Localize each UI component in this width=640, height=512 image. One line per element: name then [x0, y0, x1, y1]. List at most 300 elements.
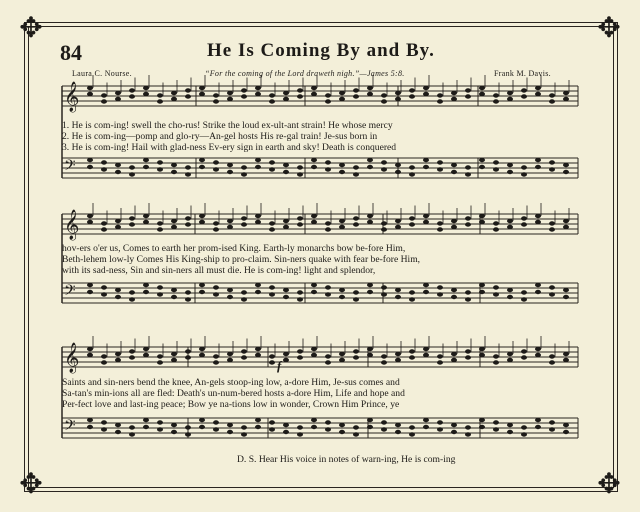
note: [479, 165, 485, 169]
note: [87, 290, 93, 294]
scripture-reference: “For the coming of the Lord draweth nigh.”—James 5:8.: [205, 69, 405, 78]
note: [451, 97, 457, 101]
note: [437, 99, 443, 103]
note: [535, 347, 541, 351]
note: [339, 423, 345, 427]
lyrics-system-3: [62, 377, 574, 410]
note: [157, 167, 163, 171]
note: [241, 172, 247, 176]
note: [339, 163, 345, 167]
note: [381, 93, 387, 97]
note: [423, 214, 429, 218]
note: [283, 163, 289, 167]
note: [521, 349, 527, 353]
note: [479, 425, 485, 429]
note: [423, 353, 429, 357]
note: [199, 92, 205, 96]
note: [311, 347, 317, 351]
note: [171, 430, 177, 434]
note: [353, 297, 359, 301]
note: [437, 420, 443, 424]
note: [115, 423, 121, 427]
note: [157, 99, 163, 103]
note: [157, 160, 163, 164]
note: [311, 353, 317, 357]
note: [129, 172, 135, 176]
note: [465, 222, 471, 226]
note: [465, 297, 471, 301]
note: [157, 221, 163, 225]
note: [563, 358, 569, 362]
note: [269, 99, 275, 103]
note: [367, 283, 373, 287]
note: [549, 285, 555, 289]
note: [241, 355, 247, 359]
note: [535, 165, 541, 169]
note: [171, 295, 177, 299]
note: [521, 94, 527, 98]
note: [325, 160, 331, 164]
note: [255, 165, 261, 169]
note: [353, 222, 359, 226]
note: [451, 423, 457, 427]
note: [549, 420, 555, 424]
note: [409, 297, 415, 301]
note: [269, 160, 275, 164]
note: [129, 349, 135, 353]
note: [507, 170, 513, 174]
note: [451, 288, 457, 292]
note: [87, 92, 93, 96]
note: [339, 91, 345, 95]
note: [563, 423, 569, 427]
note: [507, 295, 513, 299]
note: [521, 172, 527, 176]
note: [311, 283, 317, 287]
note: [241, 297, 247, 301]
note: [283, 358, 289, 362]
note: [465, 290, 471, 294]
note: [563, 219, 569, 223]
note: [423, 290, 429, 294]
note: [171, 170, 177, 174]
note: [339, 352, 345, 356]
note: [283, 430, 289, 434]
note: [451, 91, 457, 95]
note: [283, 170, 289, 174]
verse-line: Per-fect love and last-ing peace; Bow ye na-tions low in wonder, Crown Him Prince, ye: [62, 399, 400, 410]
note: [297, 165, 303, 169]
note: [129, 290, 135, 294]
note: [423, 347, 429, 351]
note: [521, 355, 527, 359]
verse-line: 3. He is com-ing! Hail with glad-ness Ev-ery sign in earth and sky! Death is conquered: [62, 142, 397, 153]
note: [325, 427, 331, 431]
note: [353, 425, 359, 429]
note: [521, 222, 527, 226]
note: [87, 283, 93, 287]
note: [185, 425, 191, 429]
note: [227, 219, 233, 223]
note: [227, 91, 233, 95]
note: [437, 427, 443, 431]
note: [199, 283, 205, 287]
note: [101, 99, 107, 103]
verse-line: Beth-lehem low-ly Comes His King-ship to pro-claim. Sin-ners quake with fear be-fore Him,: [62, 254, 421, 265]
ornament-bottom-left-icon: ✥: [19, 469, 43, 500]
note: [199, 353, 205, 357]
note: [129, 165, 135, 169]
note: [269, 227, 275, 231]
note: [479, 220, 485, 224]
note: [521, 216, 527, 220]
note: [255, 290, 261, 294]
note: [101, 427, 107, 431]
note: [213, 99, 219, 103]
note: [213, 427, 219, 431]
note: [437, 292, 443, 296]
note: [87, 165, 93, 169]
note: [465, 355, 471, 359]
note: [451, 295, 457, 299]
note: [381, 420, 387, 424]
note: [339, 295, 345, 299]
note: [241, 290, 247, 294]
note: [339, 358, 345, 362]
note: [409, 349, 415, 353]
note: [311, 418, 317, 422]
note: [115, 219, 121, 223]
note: [353, 432, 359, 436]
note: [87, 86, 93, 90]
note: [549, 167, 555, 171]
note: [227, 170, 233, 174]
note: [227, 295, 233, 299]
note: [227, 163, 233, 167]
note: [549, 360, 555, 364]
note: [157, 360, 163, 364]
note: [185, 349, 191, 353]
note: [507, 97, 513, 101]
note: [325, 99, 331, 103]
note: [339, 97, 345, 101]
note: [507, 430, 513, 434]
note: [311, 425, 317, 429]
note: [87, 425, 93, 429]
note: [549, 227, 555, 231]
note: [451, 219, 457, 223]
note: [367, 165, 373, 169]
note: [227, 358, 233, 362]
note: [549, 427, 555, 431]
note: [227, 423, 233, 427]
note: [115, 352, 121, 356]
note: [465, 349, 471, 353]
note: [563, 430, 569, 434]
note: [325, 420, 331, 424]
note: [171, 358, 177, 362]
note: [115, 430, 121, 434]
note: [367, 353, 373, 357]
composer-credit: Frank M. Davis.: [494, 69, 551, 78]
note: [129, 432, 135, 436]
note: [255, 353, 261, 357]
ornament-top-left-icon: ✥: [19, 13, 43, 44]
note: [493, 292, 499, 296]
note: [269, 221, 275, 225]
note: [437, 93, 443, 97]
note: [395, 97, 401, 101]
note: [563, 163, 569, 167]
note: [465, 216, 471, 220]
note: [465, 172, 471, 176]
note: [227, 352, 233, 356]
note: [185, 165, 191, 169]
note: [297, 297, 303, 301]
note: [381, 292, 387, 296]
note: [535, 283, 541, 287]
note: [535, 425, 541, 429]
note: [437, 285, 443, 289]
note: [367, 425, 373, 429]
note: [381, 167, 387, 171]
note: [143, 86, 149, 90]
note: [409, 290, 415, 294]
note: [213, 420, 219, 424]
note: [269, 427, 275, 431]
note: [283, 423, 289, 427]
note: [451, 352, 457, 356]
note: [507, 91, 513, 95]
note: [325, 292, 331, 296]
note: [115, 358, 121, 362]
ornament-bottom-right-icon: ✥: [597, 469, 621, 500]
note: [493, 285, 499, 289]
note: [395, 288, 401, 292]
note: [297, 349, 303, 353]
note: [241, 94, 247, 98]
note: [171, 163, 177, 167]
note: [241, 88, 247, 92]
note: [381, 427, 387, 431]
note: [479, 283, 485, 287]
dal-segno-line: D. S. Hear His voice in notes of warn-ing, He is com-ing: [237, 454, 456, 465]
note: [325, 227, 331, 231]
note: [87, 214, 93, 218]
note: [269, 167, 275, 171]
note: [241, 425, 247, 429]
note: [563, 225, 569, 229]
note: [241, 216, 247, 220]
note: [297, 88, 303, 92]
ornament-top-right-icon: ✥: [597, 13, 621, 44]
note: [269, 93, 275, 97]
note: [129, 425, 135, 429]
note: [325, 93, 331, 97]
note: [465, 425, 471, 429]
verse-line: 1. He is com-ing! swell the cho-rus! Strike the loud ex-ult-ant strain! He whose mercy: [62, 120, 393, 131]
note: [199, 425, 205, 429]
note: [255, 158, 261, 162]
note: [269, 360, 275, 364]
note: [185, 172, 191, 176]
note: [493, 160, 499, 164]
note: [157, 93, 163, 97]
note: [185, 94, 191, 98]
note: [269, 292, 275, 296]
note: [409, 355, 415, 359]
note: [87, 353, 93, 357]
note: [437, 360, 443, 364]
note: [143, 92, 149, 96]
verse-line: hov-ers o'er us, Comes to earth her prom-ised King. Earth-ly monarchs bow be-fore Him,: [62, 243, 406, 254]
note: [171, 288, 177, 292]
note: [507, 225, 513, 229]
note: [199, 86, 205, 90]
note: [171, 219, 177, 223]
note: [423, 425, 429, 429]
note: [143, 418, 149, 422]
note: [199, 158, 205, 162]
note: [381, 227, 387, 231]
note: [367, 158, 373, 162]
note: [409, 88, 415, 92]
note: [325, 354, 331, 358]
dynamic-marking: f: [277, 358, 282, 373]
note: [339, 170, 345, 174]
note: [213, 292, 219, 296]
note: [157, 354, 163, 358]
note: [423, 86, 429, 90]
note: [213, 360, 219, 364]
note: [101, 93, 107, 97]
note: [353, 290, 359, 294]
note: [423, 283, 429, 287]
note: [479, 158, 485, 162]
note: [549, 354, 555, 358]
note: [563, 97, 569, 101]
treble-clef-icon: 𝄞: [64, 343, 80, 372]
note: [199, 165, 205, 169]
note: [157, 227, 163, 231]
note: [395, 423, 401, 427]
note: [311, 220, 317, 224]
note: [521, 290, 527, 294]
note: [213, 221, 219, 225]
note: [409, 216, 415, 220]
note: [87, 347, 93, 351]
verse-line: with its sad-ness, Sin and sin-ners all must die. He is com-ing! light and splendor,: [62, 265, 376, 276]
note: [185, 355, 191, 359]
note: [115, 163, 121, 167]
note: [395, 91, 401, 95]
note: [101, 221, 107, 225]
bass-clef-icon: 𝄢: [64, 417, 76, 437]
note: [87, 220, 93, 224]
note: [339, 219, 345, 223]
lyrics-system-2: [62, 243, 574, 276]
note: [157, 420, 163, 424]
note: [115, 97, 121, 101]
treble-clef-icon: 𝄞: [64, 210, 80, 239]
note: [437, 160, 443, 164]
note: [381, 160, 387, 164]
note: [115, 91, 121, 95]
note: [213, 227, 219, 231]
note: [493, 93, 499, 97]
note: [339, 288, 345, 292]
note: [199, 418, 205, 422]
note: [297, 355, 303, 359]
note: [297, 216, 303, 220]
note: [507, 219, 513, 223]
note: [255, 214, 261, 218]
note: [367, 220, 373, 224]
note: [507, 358, 513, 362]
note: [255, 418, 261, 422]
note: [171, 97, 177, 101]
note: [129, 355, 135, 359]
note: [311, 165, 317, 169]
note: [479, 347, 485, 351]
note: [185, 222, 191, 226]
note: [311, 86, 317, 90]
note: [381, 99, 387, 103]
note: [507, 288, 513, 292]
note: [311, 92, 317, 96]
note: [423, 165, 429, 169]
note: [381, 360, 387, 364]
note: [535, 92, 541, 96]
lyrics-system-1: [62, 120, 574, 153]
note: [493, 360, 499, 364]
note: [395, 358, 401, 362]
note: [409, 432, 415, 436]
note: [409, 94, 415, 98]
note: [549, 221, 555, 225]
note: [171, 225, 177, 229]
note: [157, 427, 163, 431]
note: [325, 167, 331, 171]
note: [213, 160, 219, 164]
note: [185, 88, 191, 92]
note: [367, 290, 373, 294]
verse-line: 2. He is com-ing—pomp and glo-ry—An-gel hosts His re-gal train! Je-sus born in: [62, 131, 378, 142]
note: [437, 221, 443, 225]
note: [493, 354, 499, 358]
note: [353, 88, 359, 92]
note: [297, 425, 303, 429]
note: [549, 99, 555, 103]
note: [115, 170, 121, 174]
note: [171, 423, 177, 427]
note: [535, 158, 541, 162]
note: [143, 290, 149, 294]
note: [87, 418, 93, 422]
note: [367, 92, 373, 96]
author-credit: Laura C. Nourse.: [72, 69, 132, 78]
note: [479, 92, 485, 96]
note: [311, 158, 317, 162]
note: [101, 160, 107, 164]
note: [227, 288, 233, 292]
note: [451, 163, 457, 167]
note: [451, 358, 457, 362]
note: [437, 227, 443, 231]
note: [115, 288, 121, 292]
note: [535, 214, 541, 218]
note: [409, 172, 415, 176]
